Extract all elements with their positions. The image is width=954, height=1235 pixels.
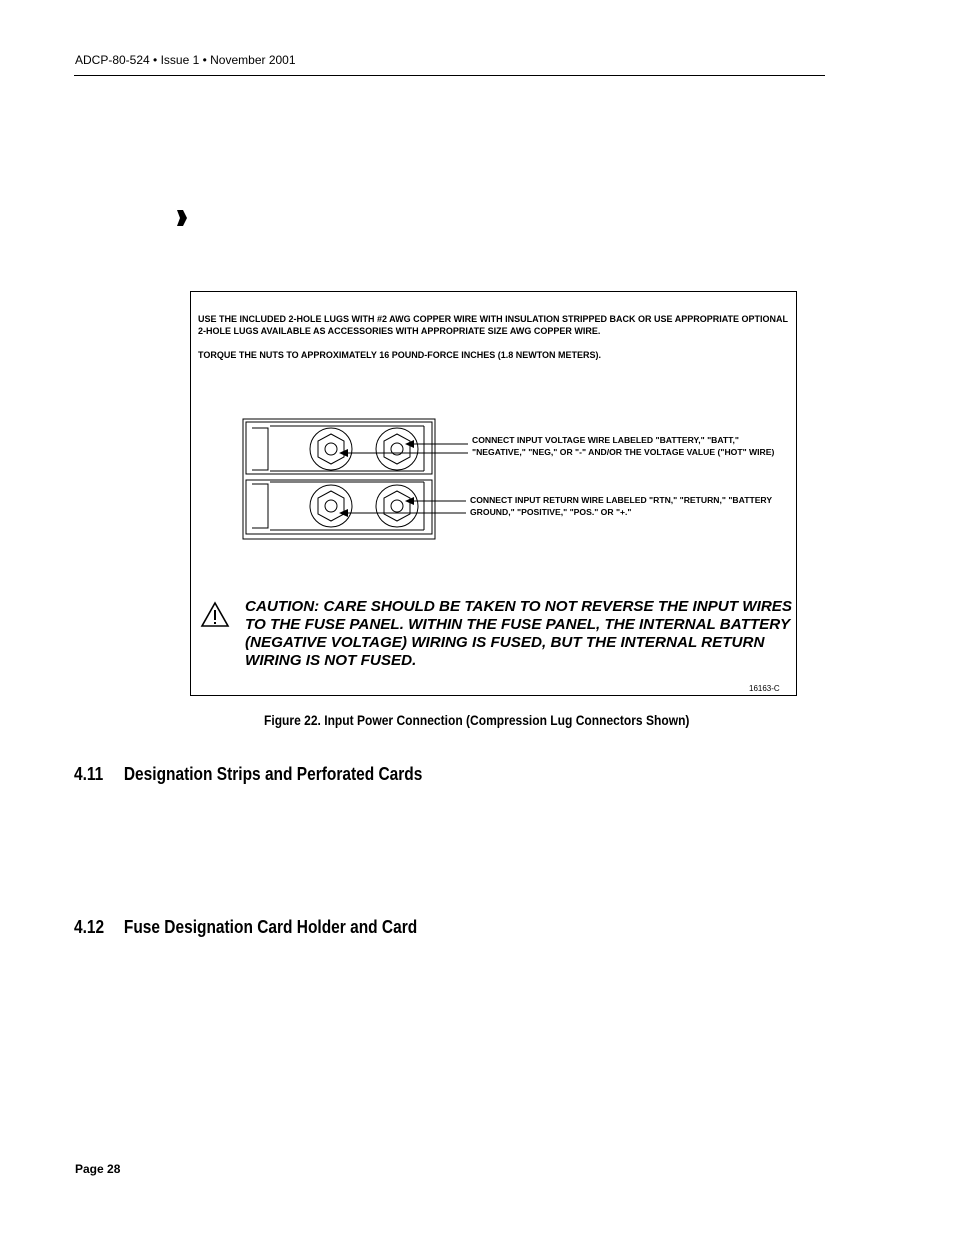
figure-note-torque: TORQUE THE NUTS TO APPROXIMATELY 16 POUND-FORCE INCHES (1.8 NEWTON METERS).	[198, 350, 602, 360]
callout-input-return: CONNECT INPUT RETURN WIRE LABELED "RTN," "RETURN," "BATTERY GROUND," "POSITIVE," "POS." OR "+."	[470, 495, 772, 517]
figure-caption: Figure 22. Input Power Connection (Compression Lug Connectors Shown)	[264, 712, 690, 728]
figure-note-lugs: USE THE INCLUDED 2-HOLE LUGS WITH #2 AWG COPPER WIRE WITH INSULATION STRIPPED BACK OR USE APPROPRIATE OPTIONAL 2-HOLE LUGS AVAILABLE AS ACCESSORIES WITH APPROPRIATE SIZE AWG COPPER WIRE.	[198, 314, 788, 336]
callout-input-voltage: CONNECT INPUT VOLTAGE WIRE LABELED "BATTERY," "BATT," "NEGATIVE," "NEG," OR "-" AND/OR THE VOLTAGE VALUE ("HOT" WIRE)	[472, 435, 775, 457]
section-number: 4.12	[74, 917, 105, 937]
warning-triangle-icon	[200, 601, 230, 628]
section-title: Designation Strips and Perforated Cards	[123, 764, 423, 784]
terminal-block-diagram	[240, 416, 480, 542]
page-number: Page 28	[75, 1162, 121, 1176]
arrow-right-icon	[176, 208, 188, 228]
figure-id: 16163-C	[749, 684, 780, 693]
section-heading-4-12	[74, 917, 417, 938]
header-divider	[74, 75, 825, 76]
section-number: 4.11	[74, 764, 104, 784]
section-title: Fuse Designation Card Holder and Card	[123, 917, 418, 937]
caution-message: CAUTION: CARE SHOULD BE TAKEN TO NOT REVERSE THE INPUT WIRES TO THE FUSE PANEL. WITHIN THE FUSE PANEL, THE INTERNAL BATTERY (NEGATIVE VOLTAGE) WIRING IS FUSED, BUT THE INTERNAL RETURN WIRING IS NOT FUSED.	[245, 598, 793, 669]
header-doc-ref: ADCP-80-524 • Issue 1 • November 2001	[75, 53, 296, 67]
section-heading-4-11	[74, 764, 422, 785]
